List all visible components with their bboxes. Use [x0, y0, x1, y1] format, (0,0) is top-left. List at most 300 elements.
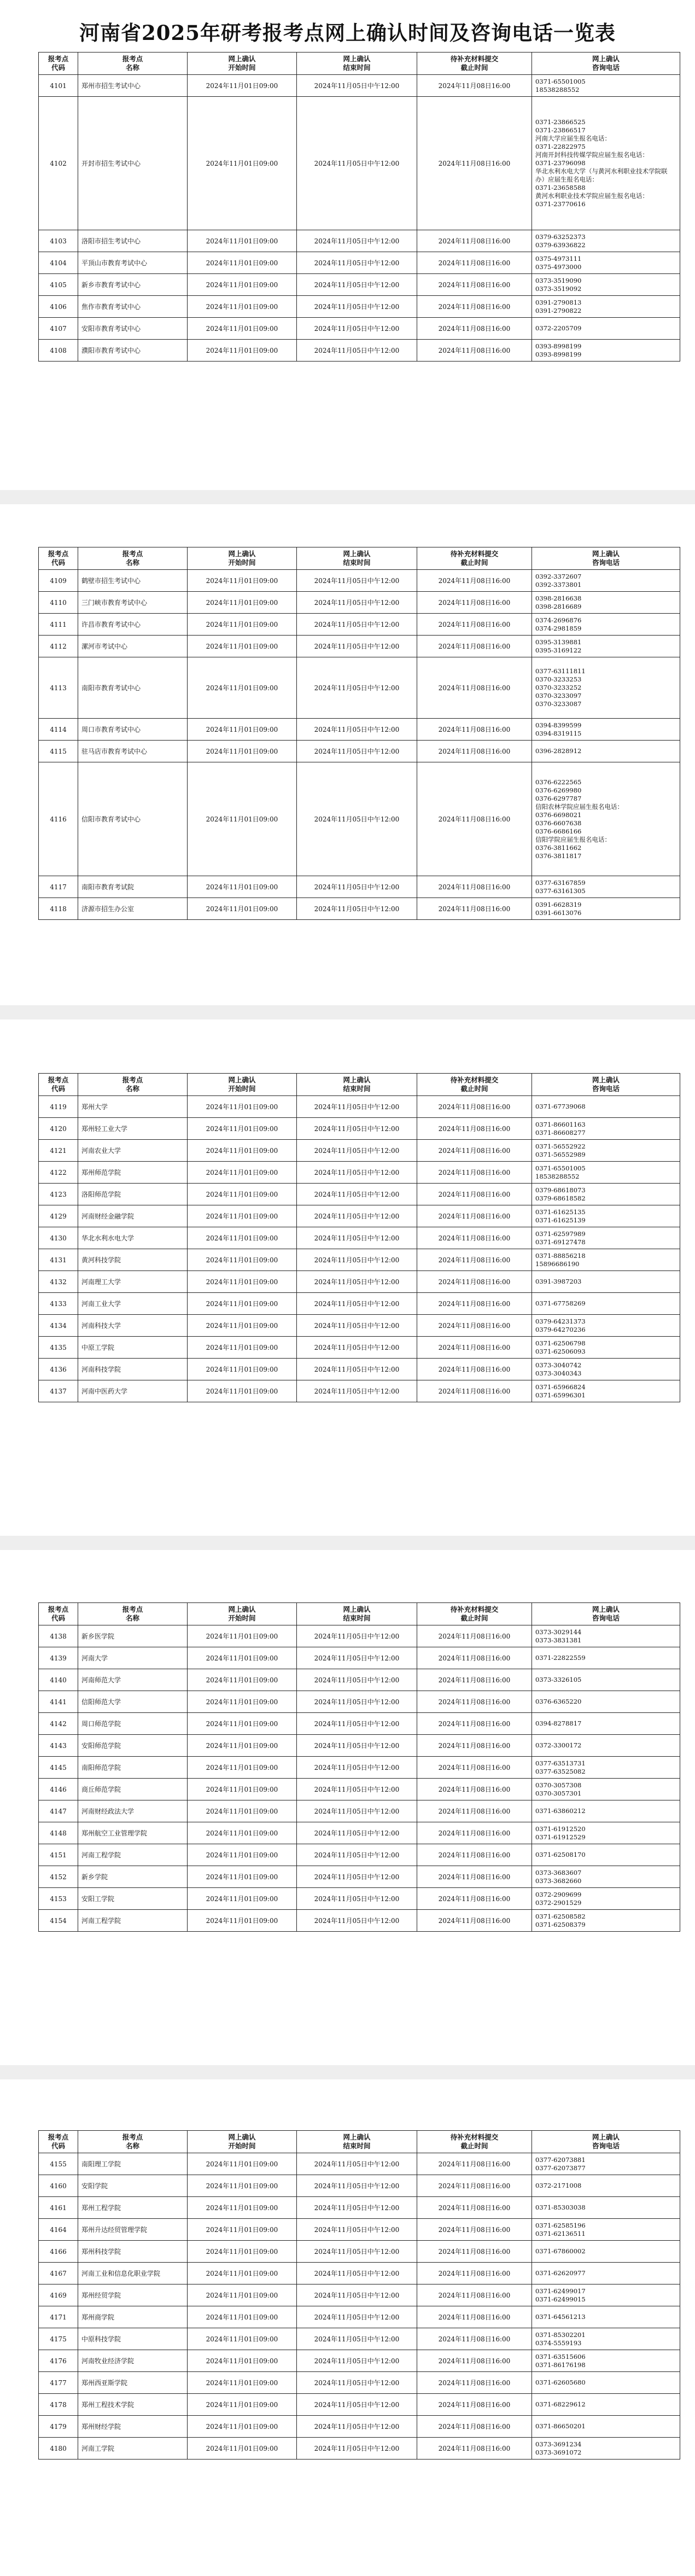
- confirm-end-time: 2024年11月05日中午12:00: [297, 1380, 417, 1402]
- material-deadline: 2024年11月08日16:00: [417, 2306, 532, 2328]
- material-deadline: 2024年11月08日16:00: [417, 2416, 532, 2438]
- confirm-end-time: 2024年11月05日中午12:00: [297, 876, 417, 898]
- exam-site-name: 郑州西亚斯学院: [78, 2372, 188, 2394]
- exam-site-name: 洛阳市招生考试中心: [78, 230, 188, 252]
- table-row: [39, 1779, 680, 1800]
- exam-site-name: 三门峡市教育考试中心: [78, 592, 188, 614]
- confirm-end-time: 2024年11月05日中午12:00: [297, 570, 417, 592]
- exam-site-name: 济源市招生办公室: [78, 898, 188, 920]
- confirm-start-time: 2024年11月01日09:00: [188, 97, 297, 230]
- material-deadline: 2024年11月08日16:00: [417, 741, 532, 762]
- exam-site-name: 郑州商学院: [78, 2306, 188, 2328]
- table-row: [39, 1647, 680, 1669]
- confirm-end-time: 2024年11月05日中午12:00: [297, 2284, 417, 2306]
- consult-phone: 0371-62508170: [532, 1844, 680, 1866]
- table-row: [39, 1359, 680, 1380]
- confirm-end-time: 2024年11月05日中午12:00: [297, 1118, 417, 1140]
- table-row: [39, 230, 680, 252]
- confirm-end-time: 2024年11月05日中午12:00: [297, 1800, 417, 1822]
- material-deadline: 2024年11月08日16:00: [417, 2350, 532, 2372]
- exam-site-code: 4177: [39, 2372, 78, 2394]
- exam-site-code: 4136: [39, 1359, 78, 1380]
- header-start: 网上确认 开始时间: [188, 2131, 297, 2153]
- material-deadline: 2024年11月08日16:00: [417, 1888, 532, 1910]
- confirm-end-time: 2024年11月05日中午12:00: [297, 1162, 417, 1184]
- table-row: [39, 592, 680, 614]
- confirm-end-time: 2024年11月05日中午12:00: [297, 2241, 417, 2263]
- exam-site-name: 郑州科技学院: [78, 2241, 188, 2263]
- confirm-start-time: 2024年11月01日09:00: [188, 274, 297, 296]
- consult-phone: 0395-3139881 0395-3169122: [532, 636, 680, 657]
- material-deadline: 2024年11月08日16:00: [417, 230, 532, 252]
- consult-phone: 0370-3057308 0370-3057301: [532, 1779, 680, 1800]
- exam-site-name: 黄河科技学院: [78, 1249, 188, 1271]
- confirm-start-time: 2024年11月01日09:00: [188, 1337, 297, 1359]
- page-gap-2: [0, 1005, 695, 1019]
- header-end: 网上确认 结束时间: [297, 2131, 417, 2153]
- material-deadline: 2024年11月08日16:00: [417, 2241, 532, 2263]
- exam-site-name: 洛阳师范学院: [78, 1184, 188, 1205]
- confirmation-table-3: [38, 1073, 680, 1402]
- table-row: [39, 1625, 680, 1647]
- consult-phone: 0373-3691234 0373-3691072: [532, 2438, 680, 2460]
- material-deadline: 2024年11月08日16:00: [417, 2328, 532, 2350]
- exam-site-name: 河南工业大学: [78, 1293, 188, 1315]
- exam-site-name: 中原工学院: [78, 1337, 188, 1359]
- header-phone: 网上确认 咨询电话: [532, 1074, 680, 1096]
- header-end: 网上确认 结束时间: [297, 53, 417, 75]
- confirmation-table-4: [38, 1602, 680, 1932]
- confirm-end-time: 2024年11月05日中午12:00: [297, 2438, 417, 2460]
- table-row: [39, 1669, 680, 1691]
- exam-site-code: 4142: [39, 1713, 78, 1735]
- exam-site-name: 郑州财经学院: [78, 2416, 188, 2438]
- exam-site-code: 4147: [39, 1800, 78, 1822]
- exam-site-code: 4151: [39, 1844, 78, 1866]
- confirm-end-time: 2024年11月05日中午12:00: [297, 1359, 417, 1380]
- consult-phone: 0377-63111811 0370-3233253 0370-3233252 0370-3233097 0370-3233087: [532, 657, 680, 719]
- table-row: [39, 1227, 680, 1249]
- header-code: 报考点 代码: [39, 547, 78, 570]
- header-deadline: 待补充材料提交 截止时间: [417, 1603, 532, 1625]
- confirm-start-time: 2024年11月01日09:00: [188, 2416, 297, 2438]
- header-name: 报考点 名称: [78, 2131, 188, 2153]
- confirm-end-time: 2024年11月05日中午12:00: [297, 2372, 417, 2394]
- header-start: 网上确认 开始时间: [188, 1603, 297, 1625]
- confirmation-table-2: [38, 547, 680, 920]
- consult-phone: 0394-8278817: [532, 1713, 680, 1735]
- material-deadline: 2024年11月08日16:00: [417, 898, 532, 920]
- material-deadline: 2024年11月08日16:00: [417, 1249, 532, 1271]
- confirm-end-time: 2024年11月05日中午12:00: [297, 898, 417, 920]
- confirm-start-time: 2024年11月01日09:00: [188, 741, 297, 762]
- confirm-start-time: 2024年11月01日09:00: [188, 636, 297, 657]
- exam-site-name: 平顶山市教育考试中心: [78, 252, 188, 274]
- header-name: 报考点 名称: [78, 1603, 188, 1625]
- exam-site-code: 4107: [39, 318, 78, 340]
- confirmation-table-1: [38, 52, 680, 362]
- exam-site-name: 安阳学院: [78, 2175, 188, 2197]
- consult-phone: 0394-8399599 0394-8319115: [532, 719, 680, 741]
- material-deadline: 2024年11月08日16:00: [417, 570, 532, 592]
- confirm-end-time: 2024年11月05日中午12:00: [297, 1669, 417, 1691]
- material-deadline: 2024年11月08日16:00: [417, 1359, 532, 1380]
- exam-site-code: 4111: [39, 614, 78, 636]
- confirm-end-time: 2024年11月05日中午12:00: [297, 2219, 417, 2241]
- exam-site-code: 4117: [39, 876, 78, 898]
- material-deadline: 2024年11月08日16:00: [417, 1184, 532, 1205]
- confirm-start-time: 2024年11月01日09:00: [188, 1844, 297, 1866]
- consult-phone: 0393-8998199 0393-8998199: [532, 340, 680, 362]
- consult-phone: 0376-6365220: [532, 1691, 680, 1713]
- confirm-end-time: 2024年11月05日中午12:00: [297, 296, 417, 318]
- material-deadline: 2024年11月08日16:00: [417, 719, 532, 741]
- confirm-start-time: 2024年11月01日09:00: [188, 1315, 297, 1337]
- confirm-end-time: 2024年11月05日中午12:00: [297, 75, 417, 97]
- exam-site-code: 4108: [39, 340, 78, 362]
- confirm-start-time: 2024年11月01日09:00: [188, 2350, 297, 2372]
- material-deadline: 2024年11月08日16:00: [417, 2175, 532, 2197]
- confirm-end-time: 2024年11月05日中午12:00: [297, 1713, 417, 1735]
- exam-site-name: 郑州大学: [78, 1096, 188, 1118]
- table-row: [39, 2153, 680, 2175]
- table-row: [39, 1162, 680, 1184]
- material-deadline: 2024年11月08日16:00: [417, 1380, 532, 1402]
- table-row: [39, 1249, 680, 1271]
- exam-site-code: 4175: [39, 2328, 78, 2350]
- consult-phone: 0371-56552922 0371-56552989: [532, 1140, 680, 1162]
- header-end: 网上确认 结束时间: [297, 1074, 417, 1096]
- header-deadline: 待补充材料提交 截止时间: [417, 1074, 532, 1096]
- confirm-start-time: 2024年11月01日09:00: [188, 1293, 297, 1315]
- consult-phone: 0371-62605680: [532, 2372, 680, 2394]
- confirm-start-time: 2024年11月01日09:00: [188, 2284, 297, 2306]
- table-row: [39, 1757, 680, 1779]
- exam-site-name: 安阳师范学院: [78, 1735, 188, 1757]
- material-deadline: 2024年11月08日16:00: [417, 296, 532, 318]
- table-row: [39, 2350, 680, 2372]
- material-deadline: 2024年11月08日16:00: [417, 1337, 532, 1359]
- exam-site-name: 安阳市教育考试中心: [78, 318, 188, 340]
- confirm-start-time: 2024年11月01日09:00: [188, 340, 297, 362]
- exam-site-name: 河南财经政法大学: [78, 1800, 188, 1822]
- material-deadline: 2024年11月08日16:00: [417, 1800, 532, 1822]
- table-row: [39, 898, 680, 920]
- material-deadline: 2024年11月08日16:00: [417, 1625, 532, 1647]
- consult-phone: 0371-68229612: [532, 2394, 680, 2416]
- exam-site-code: 4114: [39, 719, 78, 741]
- confirm-end-time: 2024年11月05日中午12:00: [297, 614, 417, 636]
- material-deadline: 2024年11月08日16:00: [417, 1205, 532, 1227]
- exam-site-code: 4167: [39, 2263, 78, 2284]
- confirm-start-time: 2024年11月01日09:00: [188, 2197, 297, 2219]
- confirm-end-time: 2024年11月05日中午12:00: [297, 2197, 417, 2219]
- material-deadline: 2024年11月08日16:00: [417, 1647, 532, 1669]
- table-row: [39, 2241, 680, 2263]
- confirm-end-time: 2024年11月05日中午12:00: [297, 1271, 417, 1293]
- exam-site-code: 4109: [39, 570, 78, 592]
- confirm-end-time: 2024年11月05日中午12:00: [297, 1910, 417, 1932]
- table-row: [39, 2306, 680, 2328]
- confirm-start-time: 2024年11月01日09:00: [188, 2219, 297, 2241]
- material-deadline: 2024年11月08日16:00: [417, 636, 532, 657]
- exam-site-code: 4130: [39, 1227, 78, 1249]
- confirmation-table-5: [38, 2130, 680, 2460]
- exam-site-code: 4180: [39, 2438, 78, 2460]
- material-deadline: 2024年11月08日16:00: [417, 1140, 532, 1162]
- material-deadline: 2024年11月08日16:00: [417, 1713, 532, 1735]
- exam-site-name: 华北水利水电大学: [78, 1227, 188, 1249]
- consult-phone: 0371-63515606 0371-86176198: [532, 2350, 680, 2372]
- exam-site-code: 4178: [39, 2394, 78, 2416]
- table-row: [39, 1293, 680, 1315]
- confirm-end-time: 2024年11月05日中午12:00: [297, 1822, 417, 1844]
- table-row: [39, 1822, 680, 1844]
- material-deadline: 2024年11月08日16:00: [417, 1757, 532, 1779]
- exam-site-code: 4140: [39, 1669, 78, 1691]
- table-row: [39, 1800, 680, 1822]
- table-row: [39, 1735, 680, 1757]
- confirm-start-time: 2024年11月01日09:00: [188, 1888, 297, 1910]
- exam-site-name: 安阳工学院: [78, 1888, 188, 1910]
- table-row: [39, 1866, 680, 1888]
- confirm-start-time: 2024年11月01日09:00: [188, 318, 297, 340]
- consult-phone: 0372-2171008: [532, 2175, 680, 2197]
- confirm-end-time: 2024年11月05日中午12:00: [297, 592, 417, 614]
- material-deadline: 2024年11月08日16:00: [417, 97, 532, 230]
- exam-site-code: 4102: [39, 97, 78, 230]
- header-code: 报考点 代码: [39, 2131, 78, 2153]
- material-deadline: 2024年11月08日16:00: [417, 318, 532, 340]
- exam-site-name: 信阳师范大学: [78, 1691, 188, 1713]
- header-row: [39, 1074, 680, 1096]
- confirm-end-time: 2024年11月05日中午12:00: [297, 1888, 417, 1910]
- material-deadline: 2024年11月08日16:00: [417, 1910, 532, 1932]
- exam-site-code: 4179: [39, 2416, 78, 2438]
- exam-site-name: 开封市招生考试中心: [78, 97, 188, 230]
- confirm-start-time: 2024年11月01日09:00: [188, 230, 297, 252]
- confirm-start-time: 2024年11月01日09:00: [188, 1227, 297, 1249]
- confirm-end-time: 2024年11月05日中午12:00: [297, 1227, 417, 1249]
- consult-phone: 0371-86601163 0371-86608277: [532, 1118, 680, 1140]
- exam-site-code: 4132: [39, 1271, 78, 1293]
- consult-phone: 0371-62508582 0371-62508379: [532, 1910, 680, 1932]
- consult-phone: 0371-62499017 0371-62499015: [532, 2284, 680, 2306]
- exam-site-code: 4116: [39, 762, 78, 876]
- table-row: [39, 1691, 680, 1713]
- exam-site-name: 郑州航空工业管理学院: [78, 1822, 188, 1844]
- consult-phone: 0371-65501005 18538288552: [532, 75, 680, 97]
- table-row: [39, 1184, 680, 1205]
- consult-phone: 0392-3372607 0392-3373801: [532, 570, 680, 592]
- table-row: [39, 75, 680, 97]
- exam-site-code: 4133: [39, 1293, 78, 1315]
- header-deadline: 待补充材料提交 截止时间: [417, 2131, 532, 2153]
- header-phone: 网上确认 咨询电话: [532, 547, 680, 570]
- consult-phone: 0371-65501005 18538288552: [532, 1162, 680, 1184]
- header-code: 报考点 代码: [39, 1603, 78, 1625]
- exam-site-name: 河南工程学院: [78, 1844, 188, 1866]
- consult-phone: 0371-63860212: [532, 1800, 680, 1822]
- header-phone: 网上确认 咨询电话: [532, 53, 680, 75]
- confirm-end-time: 2024年11月05日中午12:00: [297, 762, 417, 876]
- exam-site-code: 4164: [39, 2219, 78, 2241]
- confirm-end-time: 2024年11月05日中午12:00: [297, 2153, 417, 2175]
- confirm-start-time: 2024年11月01日09:00: [188, 2394, 297, 2416]
- confirm-end-time: 2024年11月05日中午12:00: [297, 1647, 417, 1669]
- consult-phone: 0371-88856218 15896686190: [532, 1249, 680, 1271]
- confirm-start-time: 2024年11月01日09:00: [188, 2263, 297, 2284]
- material-deadline: 2024年11月08日16:00: [417, 2438, 532, 2460]
- table-row: [39, 876, 680, 898]
- confirm-end-time: 2024年11月05日中午12:00: [297, 1184, 417, 1205]
- header-end: 网上确认 结束时间: [297, 1603, 417, 1625]
- table-row: [39, 741, 680, 762]
- confirm-end-time: 2024年11月05日中午12:00: [297, 1844, 417, 1866]
- confirm-start-time: 2024年11月01日09:00: [188, 876, 297, 898]
- table-row: [39, 1205, 680, 1227]
- consult-phone: 0391-3987203: [532, 1271, 680, 1293]
- confirm-start-time: 2024年11月01日09:00: [188, 1691, 297, 1713]
- header-deadline: 待补充材料提交 截止时间: [417, 53, 532, 75]
- exam-site-name: 郑州市招生考试中心: [78, 75, 188, 97]
- material-deadline: 2024年11月08日16:00: [417, 75, 532, 97]
- exam-site-code: 4106: [39, 296, 78, 318]
- table-row: [39, 1271, 680, 1293]
- header-start: 网上确认 开始时间: [188, 1074, 297, 1096]
- exam-site-code: 4113: [39, 657, 78, 719]
- confirm-end-time: 2024年11月05日中午12:00: [297, 1249, 417, 1271]
- confirm-start-time: 2024年11月01日09:00: [188, 570, 297, 592]
- exam-site-code: 4155: [39, 2153, 78, 2175]
- confirm-start-time: 2024年11月01日09:00: [188, 1713, 297, 1735]
- header-name: 报考点 名称: [78, 547, 188, 570]
- material-deadline: 2024年11月08日16:00: [417, 1779, 532, 1800]
- confirm-start-time: 2024年11月01日09:00: [188, 2328, 297, 2350]
- confirm-end-time: 2024年11月05日中午12:00: [297, 274, 417, 296]
- exam-site-name: 郑州经贸学院: [78, 2284, 188, 2306]
- header-start: 网上确认 开始时间: [188, 53, 297, 75]
- confirm-end-time: 2024年11月05日中午12:00: [297, 1625, 417, 1647]
- material-deadline: 2024年11月08日16:00: [417, 1118, 532, 1140]
- exam-site-code: 4161: [39, 2197, 78, 2219]
- exam-site-name: 周口师范学院: [78, 1713, 188, 1735]
- exam-site-name: 中原科技学院: [78, 2328, 188, 2350]
- table-row: [39, 762, 680, 876]
- exam-site-code: 4101: [39, 75, 78, 97]
- confirm-end-time: 2024年11月05日中午12:00: [297, 1735, 417, 1757]
- material-deadline: 2024年11月08日16:00: [417, 1271, 532, 1293]
- exam-site-name: 新乡医学院: [78, 1625, 188, 1647]
- consult-phone: 0371-65966824 0371-65996301: [532, 1380, 680, 1402]
- header-name: 报考点 名称: [78, 53, 188, 75]
- consult-phone: 0377-63167859 0377-63161305: [532, 876, 680, 898]
- table-row: [39, 2284, 680, 2306]
- material-deadline: 2024年11月08日16:00: [417, 762, 532, 876]
- consult-phone: 0379-64231373 0379-64270236: [532, 1315, 680, 1337]
- consult-phone: 0373-3040742 0373-3040343: [532, 1359, 680, 1380]
- confirm-end-time: 2024年11月05日中午12:00: [297, 719, 417, 741]
- confirm-end-time: 2024年11月05日中午12:00: [297, 1140, 417, 1162]
- exam-site-code: 4129: [39, 1205, 78, 1227]
- page-gap-3: [0, 1536, 695, 1550]
- material-deadline: 2024年11月08日16:00: [417, 2197, 532, 2219]
- consult-phone: 0371-67739068: [532, 1096, 680, 1118]
- exam-site-name: 河南工学院: [78, 2438, 188, 2460]
- exam-site-name: 商丘师范学院: [78, 1779, 188, 1800]
- confirm-start-time: 2024年11月01日09:00: [188, 1140, 297, 1162]
- table-row: [39, 318, 680, 340]
- exam-site-name: 郑州轻工业大学: [78, 1118, 188, 1140]
- confirm-start-time: 2024年11月01日09:00: [188, 1205, 297, 1227]
- confirm-start-time: 2024年11月01日09:00: [188, 1669, 297, 1691]
- confirm-start-time: 2024年11月01日09:00: [188, 1822, 297, 1844]
- material-deadline: 2024年11月08日16:00: [417, 1822, 532, 1844]
- exam-site-name: 河南牧业经济学院: [78, 2350, 188, 2372]
- confirm-end-time: 2024年11月05日中午12:00: [297, 2263, 417, 2284]
- confirm-end-time: 2024年11月05日中午12:00: [297, 1779, 417, 1800]
- confirm-start-time: 2024年11月01日09:00: [188, 2241, 297, 2263]
- confirm-end-time: 2024年11月05日中午12:00: [297, 97, 417, 230]
- exam-site-name: 河南大学: [78, 1647, 188, 1669]
- consult-phone: 0391-2790813 0391-2790822: [532, 296, 680, 318]
- exam-site-code: 4153: [39, 1888, 78, 1910]
- consult-phone: 0371-62597989 0371-69127478: [532, 1227, 680, 1249]
- header-deadline: 待补充材料提交 截止时间: [417, 547, 532, 570]
- exam-site-code: 4146: [39, 1779, 78, 1800]
- confirm-start-time: 2024年11月01日09:00: [188, 1184, 297, 1205]
- table-row: [39, 2197, 680, 2219]
- table-row: [39, 97, 680, 230]
- table-row: [39, 2394, 680, 2416]
- exam-site-code: 4154: [39, 1910, 78, 1932]
- consult-phone: 0371-67860002: [532, 2241, 680, 2263]
- confirm-end-time: 2024年11月05日中午12:00: [297, 2416, 417, 2438]
- material-deadline: 2024年11月08日16:00: [417, 274, 532, 296]
- material-deadline: 2024年11月08日16:00: [417, 1866, 532, 1888]
- exam-site-code: 4145: [39, 1757, 78, 1779]
- material-deadline: 2024年11月08日16:00: [417, 1735, 532, 1757]
- confirm-end-time: 2024年11月05日中午12:00: [297, 1096, 417, 1118]
- table-row: [39, 1380, 680, 1402]
- exam-site-name: 南阳师范学院: [78, 1757, 188, 1779]
- exam-site-name: 周口市教育考试中心: [78, 719, 188, 741]
- confirm-start-time: 2024年11月01日09:00: [188, 1271, 297, 1293]
- table-row: [39, 2372, 680, 2394]
- exam-site-code: 4103: [39, 230, 78, 252]
- confirm-start-time: 2024年11月01日09:00: [188, 1757, 297, 1779]
- consult-phone: 0373-3519090 0373-3519092: [532, 274, 680, 296]
- confirm-end-time: 2024年11月05日中午12:00: [297, 1315, 417, 1337]
- consult-phone: 0371-67758269: [532, 1293, 680, 1315]
- table-row: [39, 1140, 680, 1162]
- table-row: [39, 614, 680, 636]
- consult-phone: 0391-6628319 0391-6613076: [532, 898, 680, 920]
- consult-phone: 0371-22822559: [532, 1647, 680, 1669]
- material-deadline: 2024年11月08日16:00: [417, 1315, 532, 1337]
- confirm-start-time: 2024年11月01日09:00: [188, 1118, 297, 1140]
- material-deadline: 2024年11月08日16:00: [417, 1162, 532, 1184]
- exam-site-name: 河南师范大学: [78, 1669, 188, 1691]
- confirm-end-time: 2024年11月05日中午12:00: [297, 1337, 417, 1359]
- consult-phone: 0379-63252373 0379-63936822: [532, 230, 680, 252]
- consult-phone: 0373-3683607 0373-3682660: [532, 1866, 680, 1888]
- confirm-start-time: 2024年11月01日09:00: [188, 1162, 297, 1184]
- confirm-end-time: 2024年11月05日中午12:00: [297, 636, 417, 657]
- confirm-end-time: 2024年11月05日中午12:00: [297, 1757, 417, 1779]
- exam-site-code: 4139: [39, 1647, 78, 1669]
- table-row: [39, 2438, 680, 2460]
